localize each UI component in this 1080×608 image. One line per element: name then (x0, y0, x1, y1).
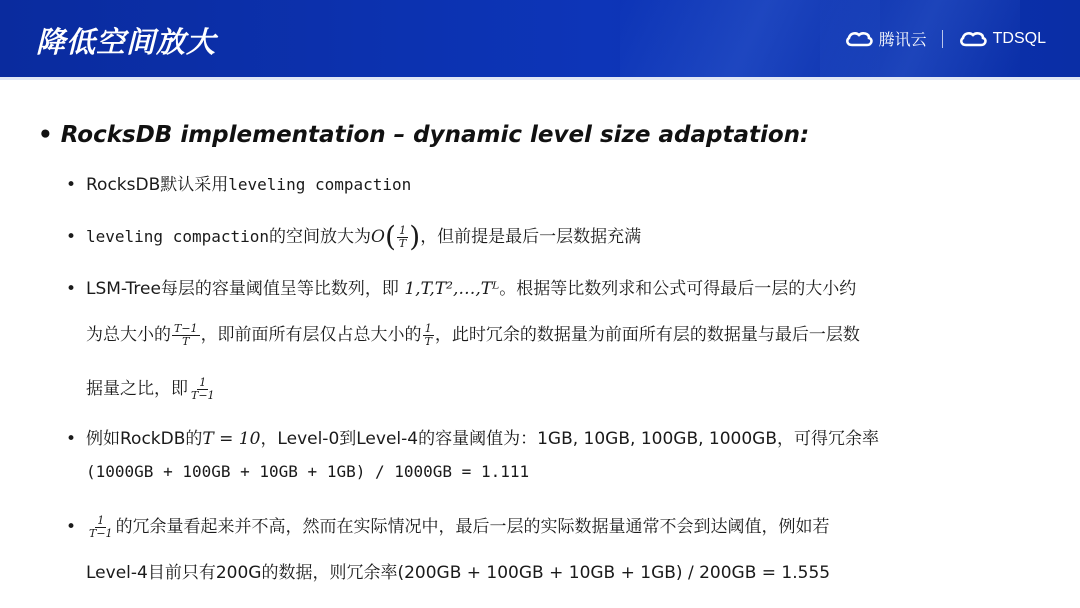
header-logos (844, 27, 1046, 50)
big-o-symbol: O (371, 227, 385, 247)
bullet-dot: • (66, 175, 77, 195)
header-divider (0, 77, 1080, 80)
bullet-5-line-1: • $\frac{1}{T-1}$ 的冗余量看起来并不高，然而在实际情况中，最后一层的实际数据量通常不会到达阈值，例如若 (66, 513, 830, 540)
bullet-dot: • (66, 227, 77, 247)
left-paren: ( (384, 220, 396, 253)
bullet-4-line-1: • 例如RockDB的T = 10，Level-0到Level-4的容量阈值为：1GB, 10GB, 100GB, 1000GB，可得冗余率 (66, 429, 880, 449)
bullet-dot: • (66, 429, 77, 449)
bullet-3-line-1: • LSM-Tree每层的容量阈值呈等比数列，即 1,T,T²,…,Tᴸ。根据等比数列求和公式可得最后一层的大小约 (66, 279, 857, 299)
logo-divider (942, 30, 943, 48)
bullet-dot: • (38, 122, 53, 148)
bullet-dot: • (66, 517, 77, 537)
slide-title: 降低空间放大 (36, 25, 217, 59)
fraction-t-minus-1-over-t: $\frac{T-1}{T}$ (174, 321, 198, 348)
logo-primary-text: 腾讯云 (878, 32, 927, 49)
right-paren: ) (409, 220, 421, 253)
fraction-one-over-t: $\frac{1}{T}$ (398, 223, 407, 250)
logo-secondary-text: TDSQL (992, 29, 1046, 47)
header-bar (0, 0, 1080, 77)
bullet-dot: • (66, 279, 77, 299)
section-heading: • RocksDB implementation – dynamic level size adaptation: (38, 122, 810, 148)
geometric-series: 1,T,T²,…,Tᴸ (404, 279, 500, 299)
bullet-4-line-2: (1000GB + 100GB + 10GB + 1GB) / 1000GB = 1.111 (86, 462, 530, 481)
fraction-one-over-t-minus-1: $\frac{1}{T-1}$ (191, 375, 215, 402)
bullet-3-line-2: 为总大小的 $\frac{T-1}{T}$ ，即前面所有层仅占总大小的 $\frac{1}{T}$ ，此时冗余的数据量为前面所有层的数据量与最后一层数 (86, 321, 860, 348)
fraction-one-over-t: $\frac{1}{T}$ (424, 321, 432, 348)
tencent-cloud-logo (844, 27, 927, 50)
cloud-icon (844, 30, 874, 48)
bullet-3-line-3: 据量之比，即 $\frac{1}{T-1}$ (86, 375, 215, 402)
tdsql-logo (958, 30, 1046, 48)
bullet-2: • leveling compaction的空间放大为O( $\frac{1}{T}$ )，但前提是最后一层数据充满 (66, 220, 642, 253)
t-equals-10: T = 10 (202, 429, 261, 449)
cloud-icon (958, 30, 988, 48)
bullet-5-line-2: Level-4目前只有200G的数据，则冗余率(200GB + 100GB + 10GB + 1GB) / 200GB = 1.555 (86, 563, 831, 583)
bullet-1: • RocksDB默认采用leveling compaction (66, 175, 412, 195)
fraction-one-over-t-minus-1: $\frac{1}{T-1}$ (89, 513, 113, 540)
